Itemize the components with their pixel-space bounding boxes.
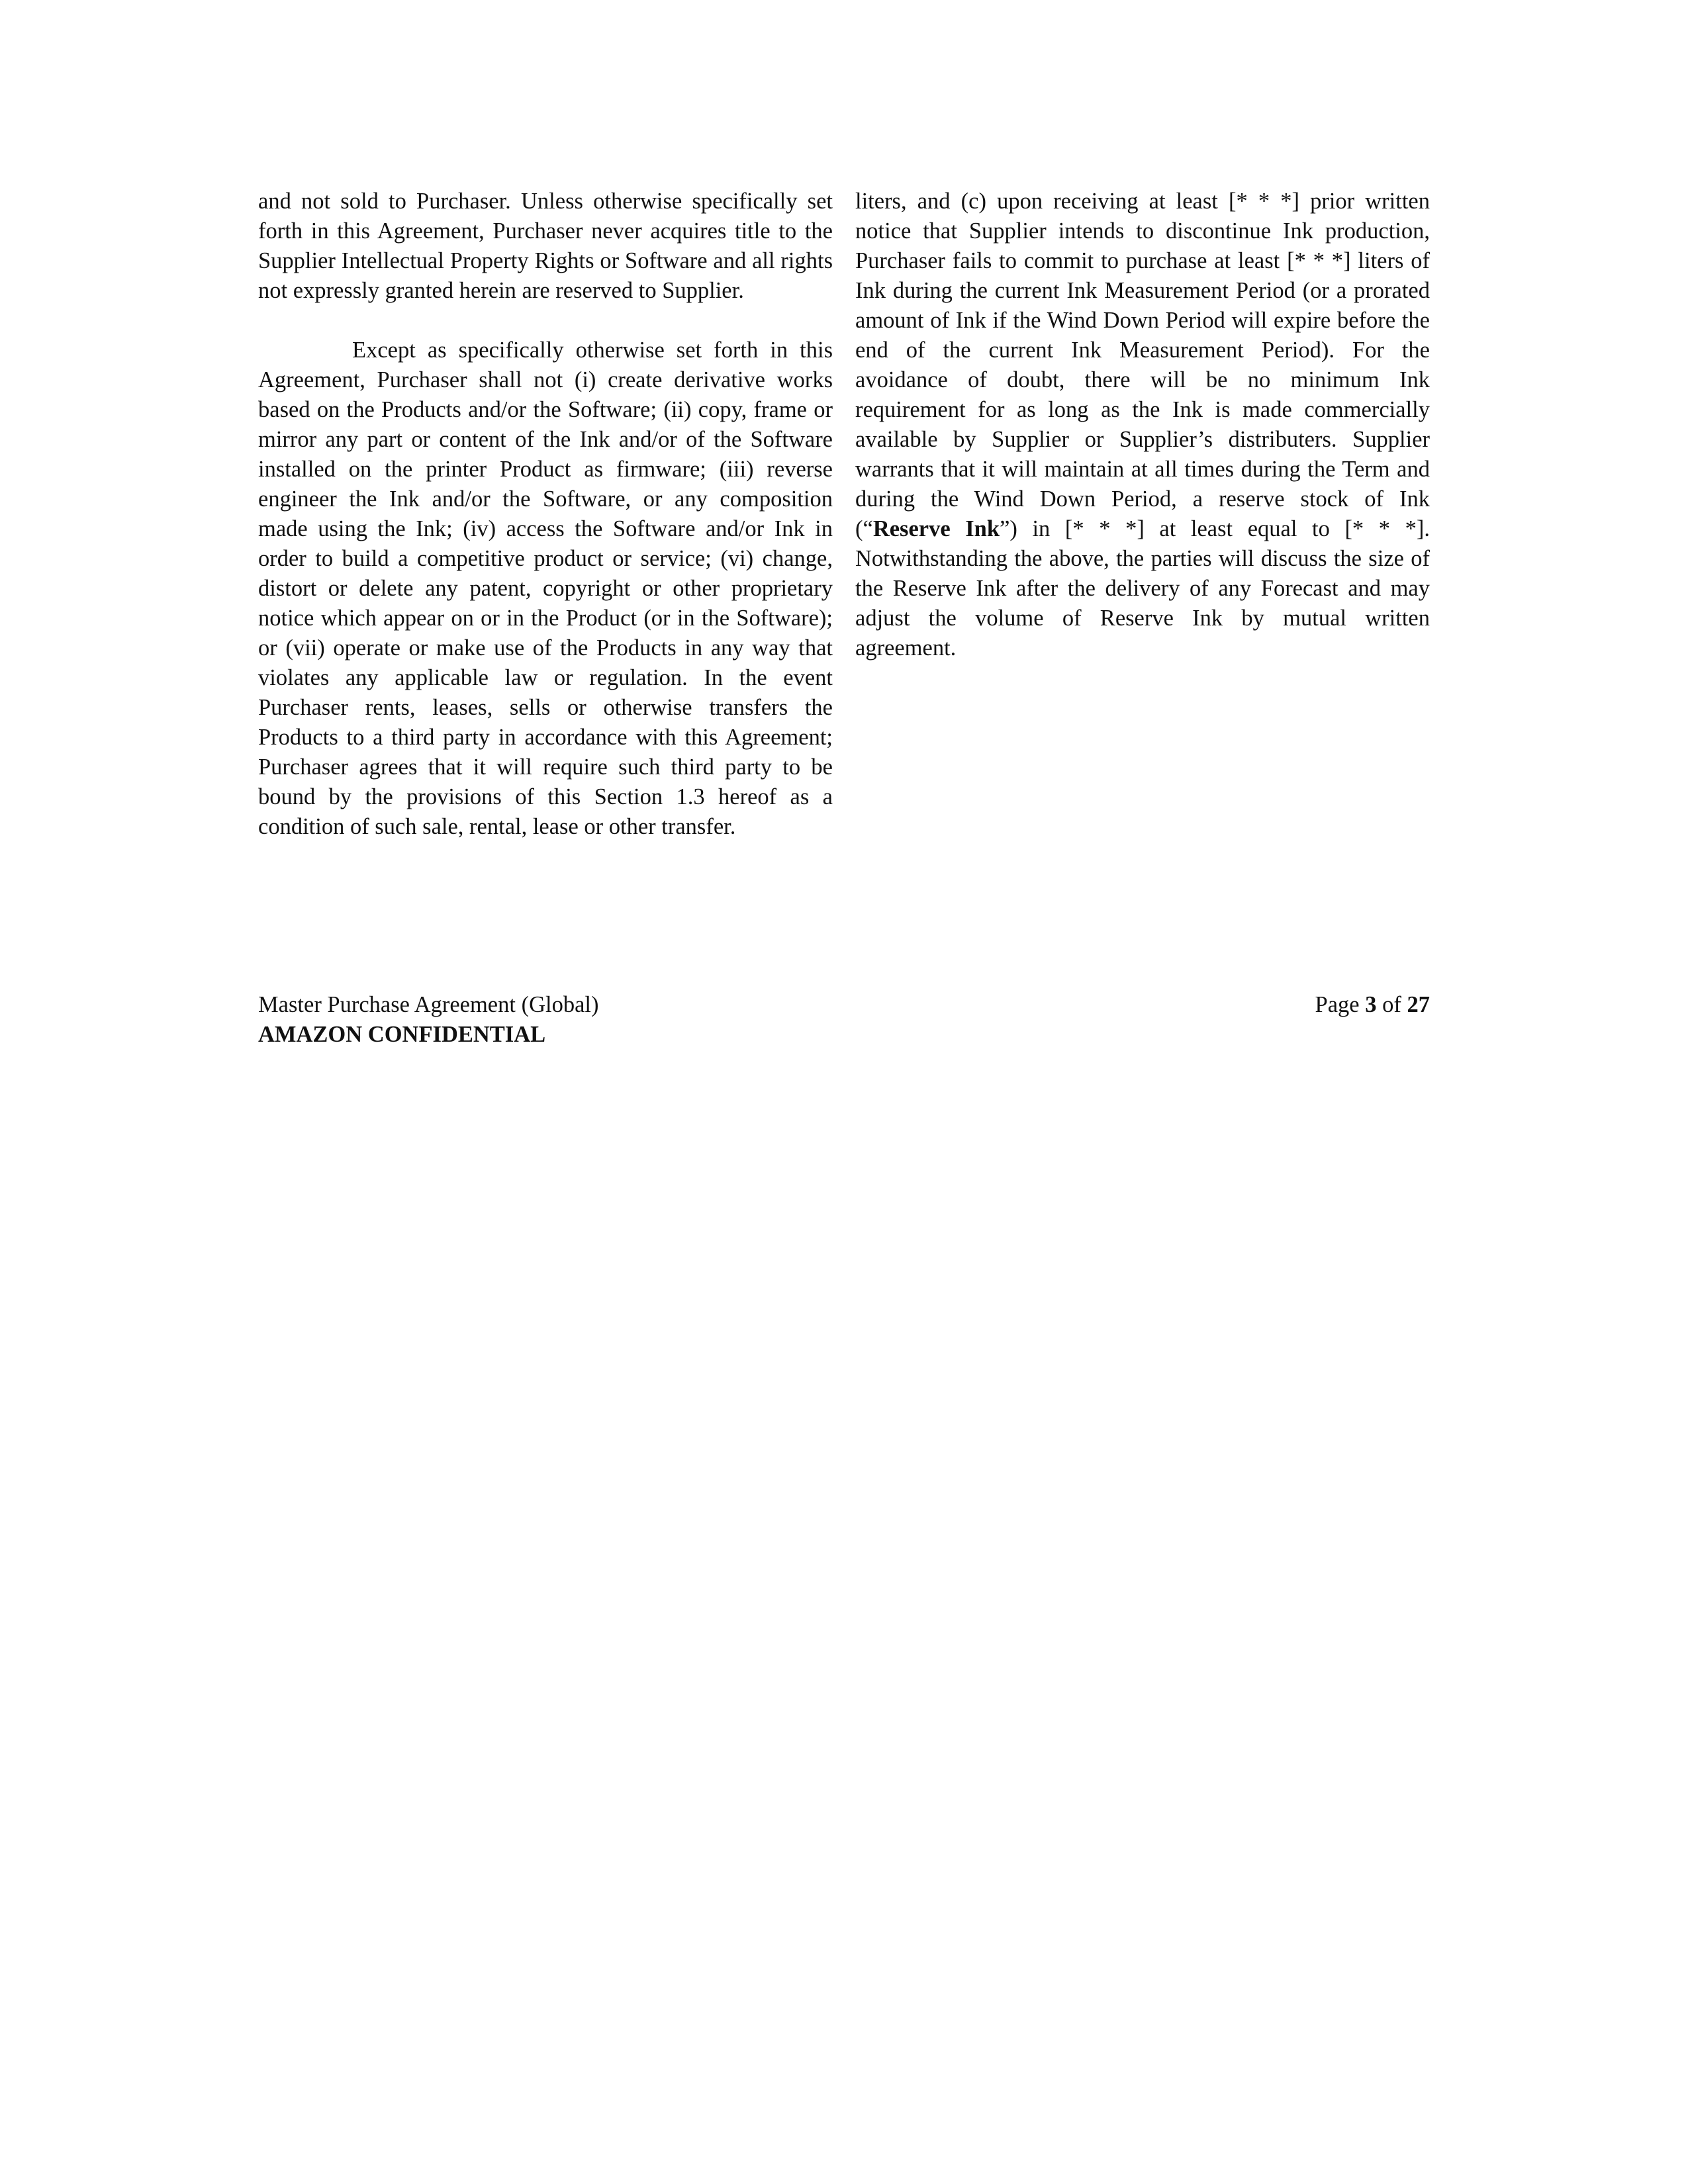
right-column [855, 187, 1430, 663]
footer-agreement-title: Master Purchase Agreement (Global) [258, 992, 599, 1017]
paragraph-restrictions: Except as specifically otherwise set forth in this Agreement, Purchaser shall not (i) create derivative works based on the Products and/or the Software; (ii) copy, frame or mirror any part or content of the Ink and/or of the Software installed on the printer Product as firmware; (iii) reverse engineer the Ink and/or the Software, or any composition made using the Ink; (iv) access the Software and/or Ink in order to build a competitive product or service; (vi) change, distort or delete any patent, copyright or other proprietary notice which appear on or in the Product (or in the Software); or (vii) operate or make use of the Products in any way that violates any applicable law or regulation. In the event Purchaser rents, leases, sells or otherwise transfers the Products to a third party in accordance with this Agreement; Purchaser agrees that it will require such third party to be bound by the provisions of this Section 1.3 hereof as a condition of such sale, rental, lease or other transfer. [258, 338, 833, 839]
reserve-ink-text-before: liters, and (c) upon receiving at least [* * *] prior written notice that Supplier intends to discontinue Ink production, Purchaser fails to commit to purchase at least [* * *] liters of Ink during the current Ink Measurement Period (or a prorated amount of Ink if the Wind Down Period will expire before the end of the current Ink Measurement Period). For the avoidance of doubt, there will be no minimum Ink requirement for as long as the Ink is made commercially available by Supplier or Supplier’s distributers. Supplier warrants that it will maintain at all times during the Term and during the Wind Down Period, a reserve stock of Ink (“ [855, 189, 1430, 541]
page-prefix: Page [1315, 992, 1366, 1017]
paragraph-ownership: and not sold to Purchaser. Unless otherwise specifically set forth in this Agreement, Purchaser never acquires title to the Supplier Intellectual Property Rights or Software and all rights not expressly granted herein are reserved to Supplier. [258, 189, 833, 303]
page-current: 3 [1365, 992, 1377, 1017]
paragraph-reserve-ink [855, 187, 1430, 663]
reserve-ink-text-after: ”) in [* * *] at least equal to [* * *]. Notwithstanding the above, the parties will discuss the size of the Reserve Ink after the delivery of any Forecast and may adjust the volume of Reserve Ink by mutual written agreement. [855, 516, 1430, 660]
left-column [258, 187, 833, 842]
footer-left [258, 990, 598, 1050]
page-total: 27 [1407, 992, 1430, 1017]
page-of: of [1376, 992, 1407, 1017]
reserve-ink-term: Reserve Ink [872, 516, 1000, 541]
page-number [855, 990, 1430, 1020]
footer-confidential-label: AMAZON CONFIDENTIAL [258, 1022, 546, 1047]
